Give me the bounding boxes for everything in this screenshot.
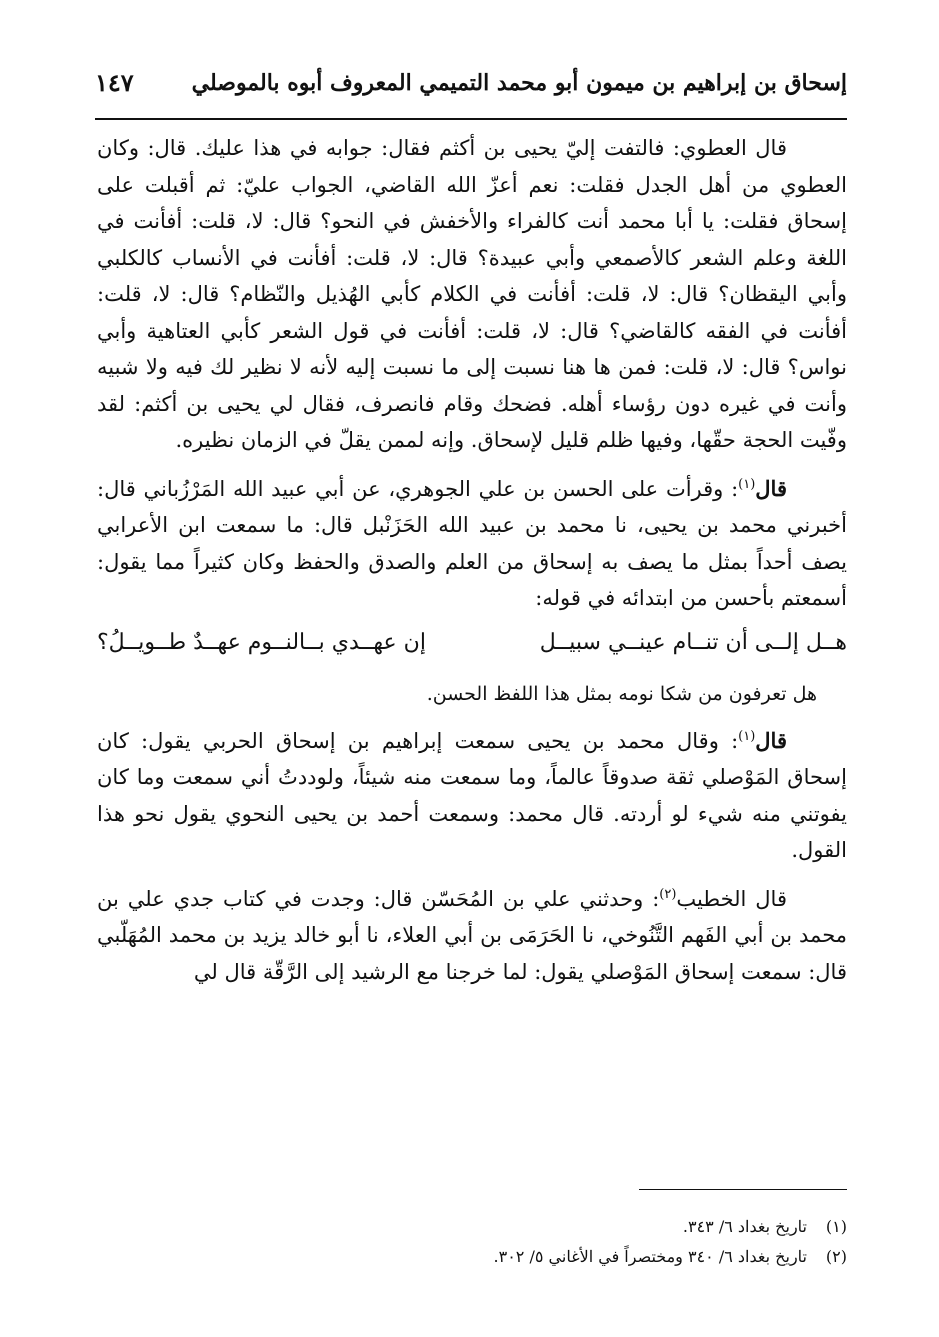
paragraph-2-text: : وقرأت على الحسن بن علي الجوهري، عن أبي عبيد الله المَرْزُباني قال: أخبرني محمد بن يحيى، نا محمد بن عبيد الله الحَزَنْبل قال: ما سمعت ابن الأعرابي يصف أحداً بمثل ما يصف به إسحاق من العلم والصدق والحفظ وكان كثيراً مما يقول: أسمعتم بأحسن من ابتدائه في قوله: bbox=[97, 476, 847, 610]
footnotes bbox=[97, 1212, 847, 1272]
footnote-ref: (١) bbox=[738, 476, 756, 492]
footnote-separator bbox=[639, 1189, 847, 1190]
paragraph-2 bbox=[97, 471, 847, 617]
header-rule bbox=[95, 118, 847, 120]
footnote-ref: (١) bbox=[738, 728, 756, 744]
footnote-number: (١) bbox=[825, 1217, 847, 1236]
paragraph-3-text: : وقال محمد بن يحيى سمعت إبراهيم بن إسحاق الحربي يقول: كان إسحاق المَوْصلي ثقة صدوقاً عالماً، وما سمعت منه شيئاً، ولوددتُ أني سمعت وما كان يفوتني منه شيء لو أردته. قال محمد: وسمعت أحمد بن يحيى النحوي يقول نحو هذا القول. bbox=[97, 728, 847, 862]
paragraph-4-speaker: قال الخطيب bbox=[676, 886, 787, 911]
paragraph-2-speaker: قال bbox=[755, 475, 787, 501]
paragraph-3-speaker: قال bbox=[755, 727, 787, 753]
footnote-text: تاريخ بغداد ٦/ ٣٤٠ ومختصراً في الأغاني ٥/ ٣٠٢. bbox=[493, 1247, 807, 1266]
footnote-item bbox=[97, 1242, 847, 1272]
footnote-ref: (٢) bbox=[659, 886, 677, 902]
paragraph-3 bbox=[97, 723, 847, 869]
paragraph-1-text: قال العطوي: فالتفت إليّ يحيى بن أكثم فقال: جوابه في هذا عليك. قال: وكان العطوي من أهل الجدل فقلت: نعم أعزّ الله القاضي، الجواب عليّ: ثم أقبلت على إسحاق فقلت: يا أبا محمد أنت كالفراء والأخفش في النحو؟ قال: لا، قلت: أفأنت في اللغة وعلم الشعر كالأصمعي وأبي عبيدة؟ قال: لا، قلت: أفأنت في الأنساب كالكلبي وأبي اليقظان؟ قال: لا، قلت: أفأنت في الكلام كأبي الهُذيل والنّظام؟ قال: لا، قلت: أفأنت في الفقه كالقاضي؟ قال: لا، قلت: أفأنت في قول الشعر كأبي العتاهية وأبي نواس؟ قال: لا، قلت: فمن ها هنا نسبت إلى ما نسبت إليه لأنه لا نظير لك فيه ولا شبيه وأنت في غيره دون رؤساء أهله. فضحك وقام فانصرف، فقال لي يحيى بن أكثم: لقد وفّيت الحجة حقّها، وفيها ظلم قليل لإسحاق. وإنه لممن يقلّ في الزمان نظيره. bbox=[97, 136, 847, 452]
paragraph-4-text: : وحدثني علي بن المُحَسّن قال: وجدت في كتاب جدي علي بن محمد بن أبي الفَهم التَّنُوخي، نا الحَرَمَى بن أبي العلاء، نا أبو خالد يزيد بن محمد المُهَلّبي قال: سمعت إسحاق المَوْصلي يقول: لما خرجنا مع الرشيد إلى الرَّقّة قال لي bbox=[97, 886, 847, 984]
page-number: ١٤٧ bbox=[95, 68, 134, 97]
paragraph-1 bbox=[97, 130, 847, 459]
page-header bbox=[95, 66, 847, 110]
paragraph-4 bbox=[97, 881, 847, 991]
footnote-number: (٢) bbox=[825, 1247, 847, 1266]
poem-verse bbox=[97, 625, 847, 665]
footnote-text: تاريخ بغداد ٦/ ٣٤٣. bbox=[682, 1217, 807, 1236]
verse-first-hemistich: هــل إلــى أن تنــام عينــي سبيــل bbox=[539, 629, 847, 655]
verse-comment: هل تعرفون من شكا نومه بمثل هذا اللفظ الحسن. bbox=[426, 682, 817, 705]
footnote-item bbox=[97, 1212, 847, 1242]
main-text bbox=[97, 130, 847, 990]
running-title: إسحاق بن إبراهيم بن ميمون أبو محمد التميمي المعروف أبوه بالموصلي bbox=[191, 70, 847, 96]
verse-second-hemistich: إن عهــدي بــالنــوم عهــدٌ طــويــلُ؟ bbox=[97, 629, 426, 655]
